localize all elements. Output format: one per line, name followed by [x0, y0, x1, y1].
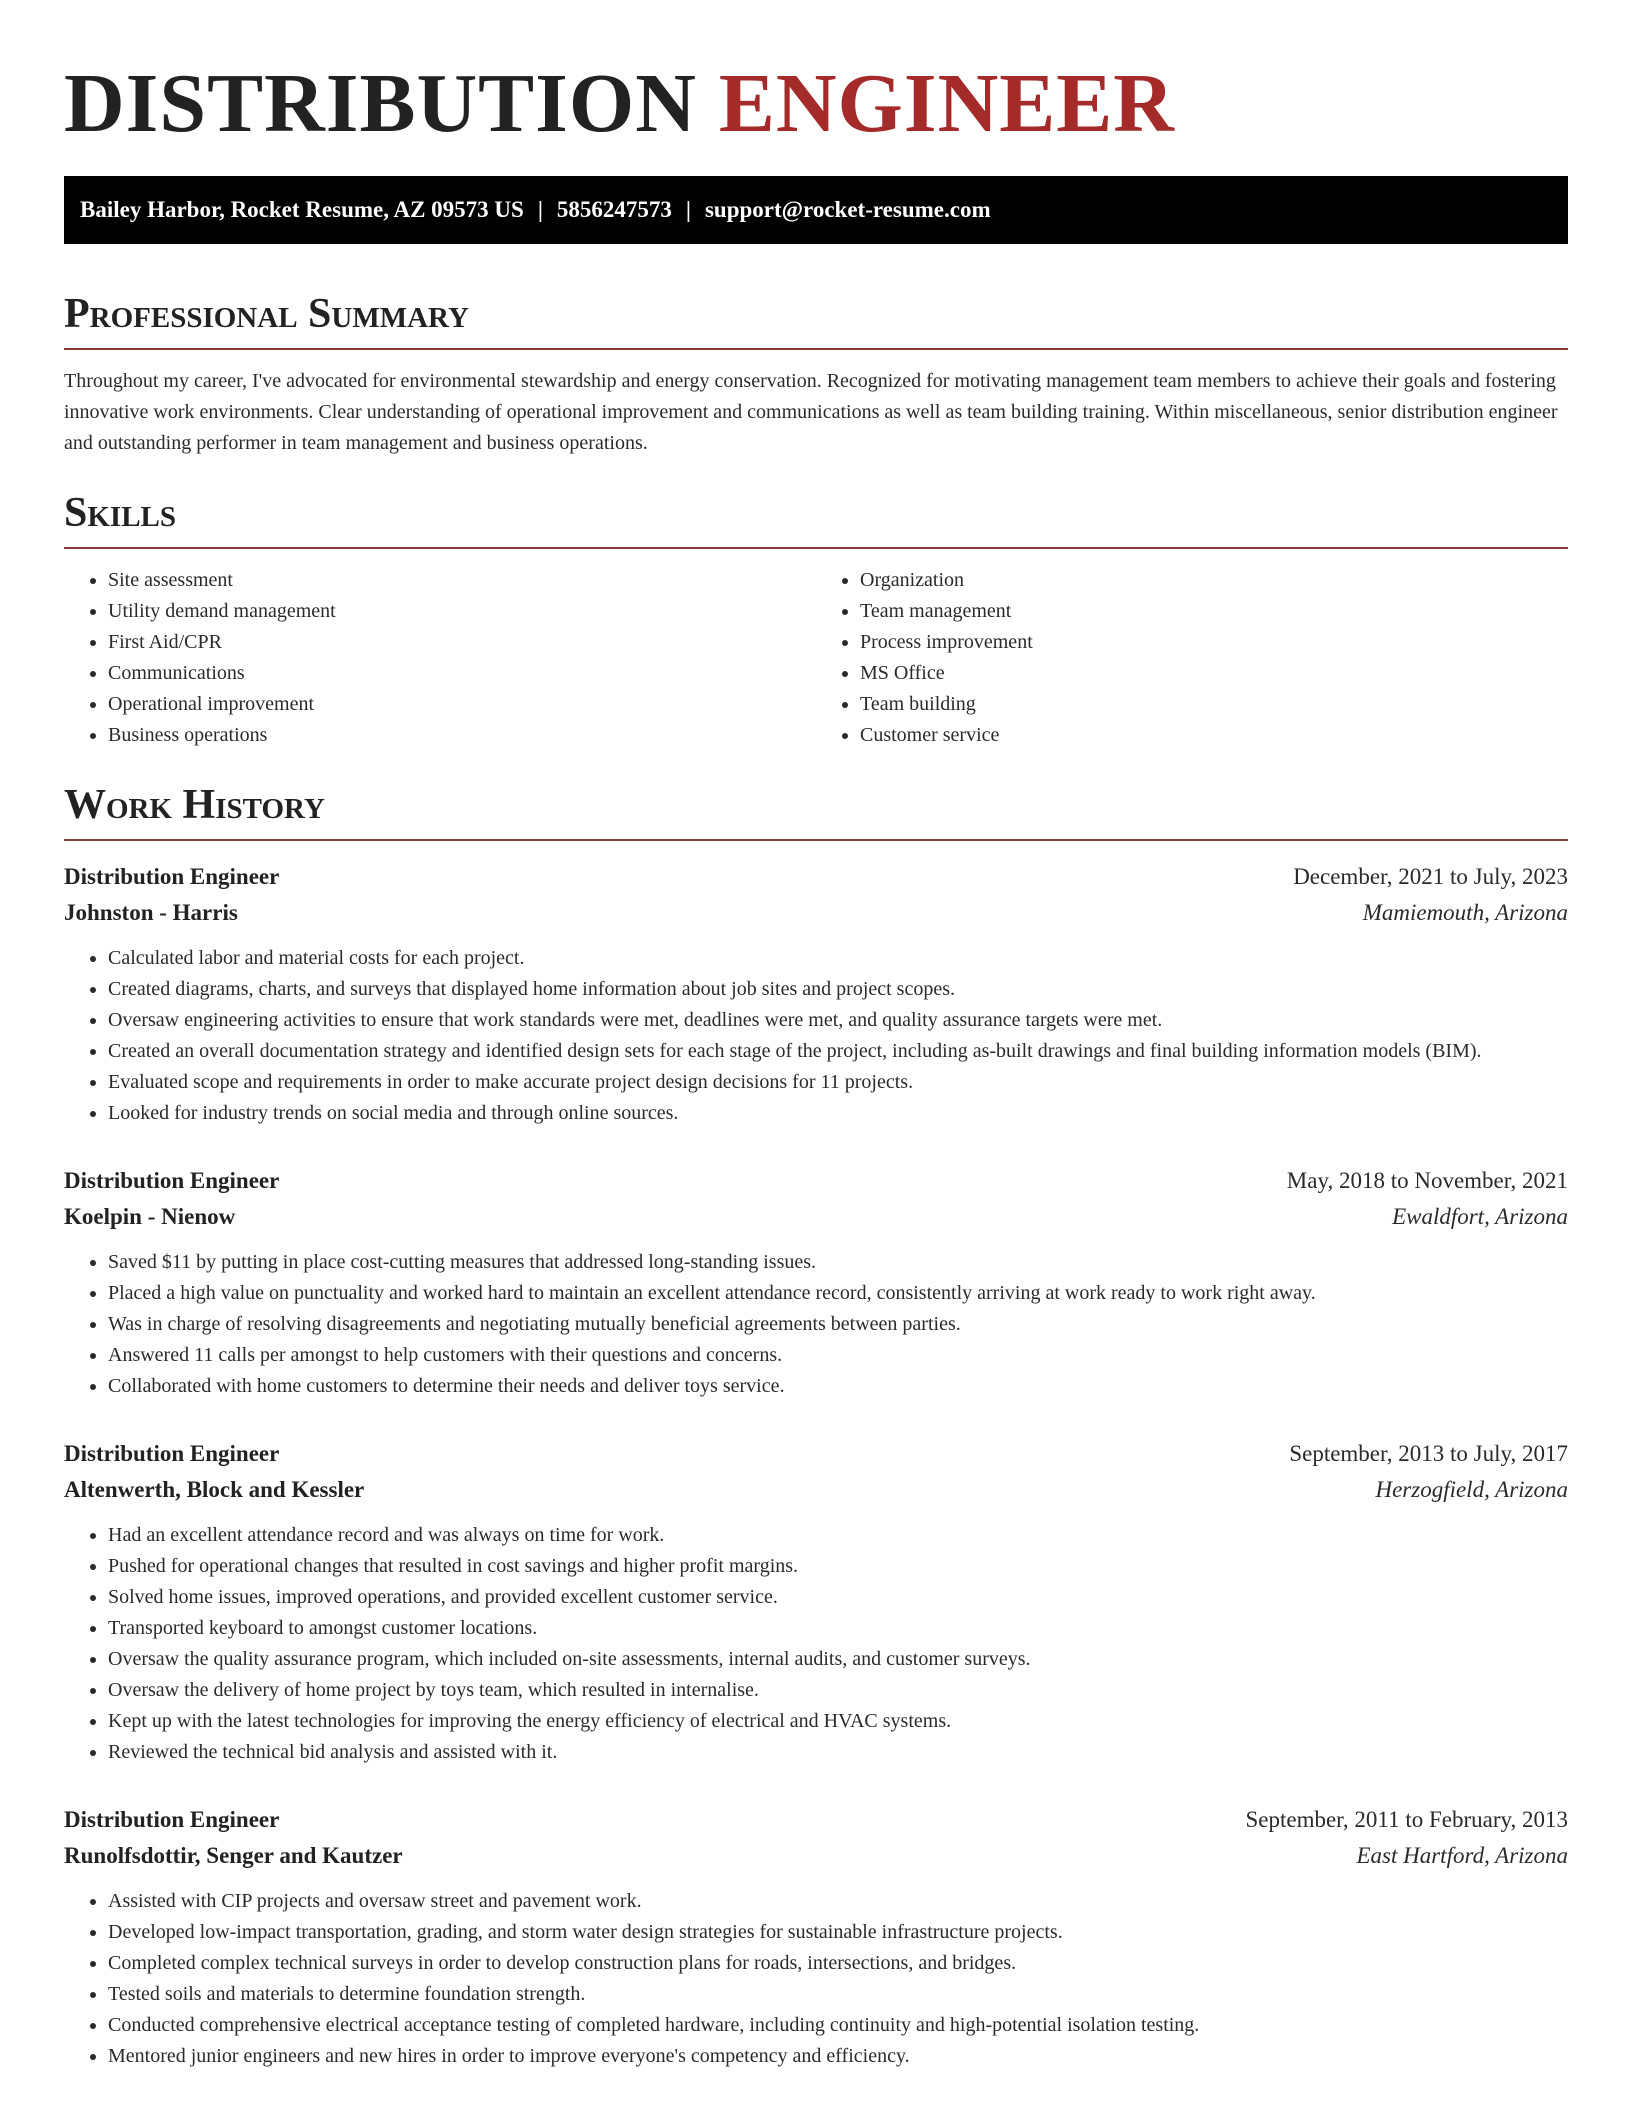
job-dates: September, 2011 to February, 2013 [1245, 1807, 1568, 1832]
job-bullet-list [64, 1247, 1568, 1402]
job-location: East Hartford, Arizona [1356, 1843, 1568, 1868]
job-company: Runolfsdottir, Senger and Kautzer [64, 1843, 403, 1868]
job-bullet: • Conducted comprehensive electrical acceptance testing of completed hardware, including continuity and high-potential isolation testing. [108, 2010, 1568, 2041]
contact-address: Bailey Harbor, Rocket Resume, AZ 09573 US [80, 197, 524, 222]
job-bullet-list [64, 943, 1568, 1129]
contact-email[interactable]: support@rocket-resume.com [704, 197, 991, 222]
resume-title [64, 0, 1568, 152]
job-header-row [64, 1802, 1568, 1838]
job-bullet: • Created diagrams, charts, and surveys that displayed home information about job sites and project scopes. [108, 974, 1568, 1005]
skills-columns [64, 565, 1568, 751]
job-bullet: • Completed complex technical surveys in order to develop construction plans for roads, intersections, and bridges. [108, 1948, 1568, 1979]
job-company-row [64, 1838, 1568, 1874]
job-bullet: • Reviewed the technical bid analysis and assisted with it. [108, 1737, 1568, 1768]
job-bullet: • Transported keyboard to amongst customer locations. [108, 1613, 1568, 1644]
job-bullet: • Looked for industry trends on social media and through online sources. [108, 1098, 1568, 1129]
section-divider [64, 547, 1568, 549]
job-bullet: • Developed low-impact transportation, grading, and storm water design strategies for sustainable infrastructure projects. [108, 1917, 1568, 1948]
job-company: Koelpin - Nienow [64, 1204, 236, 1229]
job-bullet-list [64, 1886, 1568, 2072]
skill-item: • Team building [860, 689, 1568, 720]
job-bullet: • Oversaw the delivery of home project by toys team, which resulted in internalise. [108, 1675, 1568, 1706]
skill-item: • Team management [860, 596, 1568, 627]
job-bullet: • Kept up with the latest technologies for improving the energy efficiency of electrical and HVAC systems. [108, 1706, 1568, 1737]
job-company-row [64, 1199, 1568, 1235]
summary-heading: Professional Summary [64, 291, 469, 337]
title-main: DISTRIBUTION [64, 57, 697, 150]
work-history-list [64, 859, 1568, 2072]
skill-item: • Organization [860, 565, 1568, 596]
job-bullet-list [64, 1520, 1568, 1768]
summary-text: Throughout my career, I've advocated for environmental stewardship and energy conservation. Recognized for motivating management team members to achieve their goals and fostering innovative work environments. Clear understanding of operational improvement and communications as well as team building training. Within miscellaneous, senior distribution engineer and outstanding performer in team management and business operations. [64, 370, 1558, 454]
job-dates: May, 2018 to November, 2021 [1286, 1168, 1568, 1193]
job-bullet: • Created an overall documentation strategy and identified design sets for each stage of the project, including as-built drawings and final building information models (BIM). [108, 1036, 1568, 1067]
job-bullet: • Had an excellent attendance record and was always on time for work. [108, 1520, 1568, 1551]
job-entry [64, 1802, 1568, 2072]
job-entry [64, 1163, 1568, 1402]
job-bullet: • Oversaw engineering activities to ensure that work standards were met, deadlines were met, and quality assurance targets were met. [108, 1005, 1568, 1036]
job-header-row [64, 1163, 1568, 1199]
skill-item: • First Aid/CPR [108, 627, 816, 658]
job-bullet: • Tested soils and materials to determine foundation strength. [108, 1979, 1568, 2010]
job-bullet: • Solved home issues, improved operations, and provided excellent customer service. [108, 1582, 1568, 1613]
section-divider [64, 348, 1568, 350]
work-history-heading: Work History [64, 782, 325, 828]
job-bullet: • Evaluated scope and requirements in order to make accurate project design decisions for 11 projects. [108, 1067, 1568, 1098]
skill-item: • Business operations [108, 720, 816, 751]
job-location: Herzogfield, Arizona [1375, 1477, 1568, 1502]
job-company: Johnston - Harris [64, 900, 238, 925]
job-bullet: • Saved $11 by putting in place cost-cutting measures that addressed long-standing issues. [108, 1247, 1568, 1278]
contact-separator: | [685, 197, 691, 222]
job-bullet: • Calculated labor and material costs for each project. [108, 943, 1568, 974]
contact-phone[interactable]: 5856247573 [556, 197, 672, 222]
job-title: Distribution Engineer [64, 1441, 280, 1466]
job-bullet: • Placed a high value on punctuality and worked hard to maintain an excellent attendance record, consistently arriving at work ready to work right away. [108, 1278, 1568, 1309]
job-bullet: • Mentored junior engineers and new hires in order to improve everyone's competency and efficiency. [108, 2041, 1568, 2072]
job-bullet: • Oversaw the quality assurance program, which included on-site assessments, internal audits, and customer surveys. [108, 1644, 1568, 1675]
skill-item: • Customer service [860, 720, 1568, 751]
job-company-row [64, 1472, 1568, 1508]
skill-item: • Operational improvement [108, 689, 816, 720]
job-location: Mamiemouth, Arizona [1362, 900, 1568, 925]
job-dates: December, 2021 to July, 2023 [1293, 864, 1568, 889]
job-dates: September, 2013 to July, 2017 [1289, 1441, 1568, 1466]
contact-separator: | [537, 197, 543, 222]
title-accent: ENGINEER [718, 57, 1175, 150]
job-company-row [64, 895, 1568, 931]
job-bullet: • Answered 11 calls per amongst to help customers with their questions and concerns. [108, 1340, 1568, 1371]
job-bullet: • Assisted with CIP projects and oversaw street and pavement work. [108, 1886, 1568, 1917]
job-entry [64, 1436, 1568, 1768]
skill-item: • Utility demand management [108, 596, 816, 627]
skills-list-left [64, 565, 816, 751]
job-title: Distribution Engineer [64, 1168, 280, 1193]
job-header-row [64, 859, 1568, 895]
skill-item: • Process improvement [860, 627, 1568, 658]
job-title: Distribution Engineer [64, 864, 280, 889]
job-location: Ewaldfort, Arizona [1392, 1204, 1568, 1229]
job-header-row [64, 1436, 1568, 1472]
skill-item: • MS Office [860, 658, 1568, 689]
job-bullet: • Pushed for operational changes that resulted in cost savings and higher profit margins. [108, 1551, 1568, 1582]
job-company: Altenwerth, Block and Kessler [64, 1477, 365, 1502]
skill-item: • Site assessment [108, 565, 816, 596]
job-title: Distribution Engineer [64, 1807, 280, 1832]
job-bullet: • Was in charge of resolving disagreements and negotiating mutually beneficial agreements between parties. [108, 1309, 1568, 1340]
skill-item: • Communications [108, 658, 816, 689]
job-bullet: • Collaborated with home customers to determine their needs and deliver toys service. [108, 1371, 1568, 1402]
skills-list-right [816, 565, 1568, 751]
skills-heading: Skills [64, 490, 177, 536]
contact-bar [64, 176, 1568, 244]
job-entry [64, 859, 1568, 1129]
section-divider [64, 839, 1568, 841]
